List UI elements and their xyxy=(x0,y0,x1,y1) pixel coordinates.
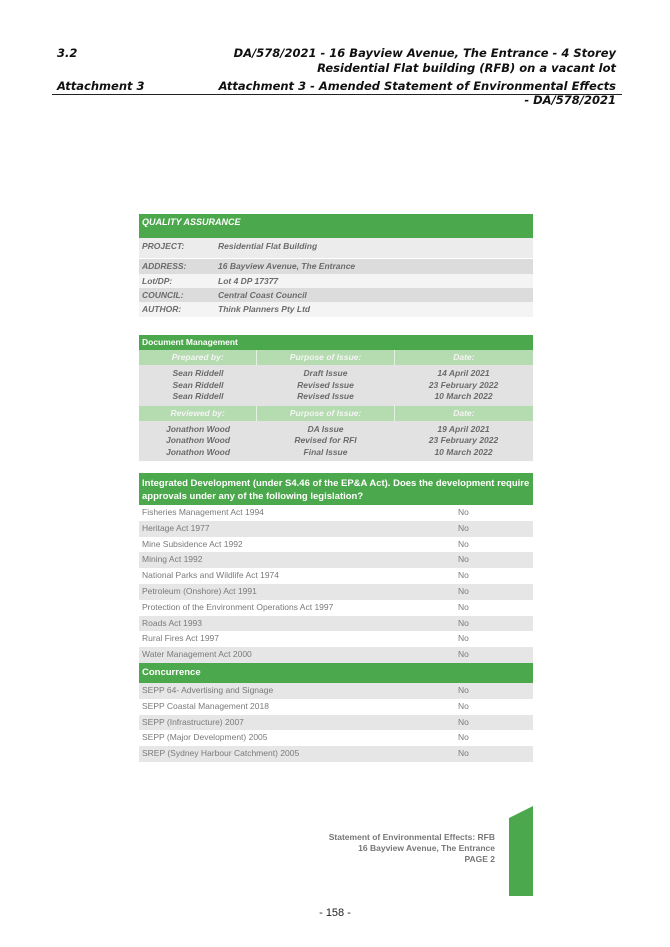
legislation-name: Rural Fires Act 1997 xyxy=(142,633,220,644)
reviewed-body xyxy=(139,421,533,462)
list-item: 23 February 2022 xyxy=(428,379,499,390)
qa-label: AUTHOR: xyxy=(142,304,182,314)
list-item: Final Issue xyxy=(303,446,348,457)
document-management-table xyxy=(139,335,533,461)
column-header: Reviewed by: xyxy=(139,406,257,421)
list-item: Sean Riddell xyxy=(172,368,224,378)
policy-name: SEPP (Infrastructure) 2007 xyxy=(142,716,244,727)
qa-label: COUNCIL: xyxy=(142,290,184,300)
reviewed-header-row xyxy=(139,406,533,421)
column-header: Date: xyxy=(453,407,475,418)
legislation-name: Petroleum (Onshore) Act 1991 xyxy=(142,585,257,596)
page-title: DA/578/2021 - 16 Bayview Avenue, The Entrance - 4 Storey Residential Flat building (RFB) on a vacant lot xyxy=(233,46,616,75)
legislation-name: Mining Act 1992 xyxy=(142,554,203,565)
table-row xyxy=(139,683,533,699)
column-header: Prepared by: xyxy=(139,350,257,365)
reviewed-by-cell xyxy=(139,424,257,459)
table-row xyxy=(139,616,533,632)
table-row xyxy=(139,699,533,715)
qa-row-address xyxy=(139,259,533,274)
integrated-development-table xyxy=(139,473,533,762)
table-row xyxy=(139,647,533,663)
legislation-name: National Parks and Wildlife Act 1974 xyxy=(142,570,280,581)
list-item: Revised for RFI xyxy=(294,435,357,445)
column-header: Purpose of Issue: xyxy=(257,406,394,421)
policy-answer: No xyxy=(458,748,469,759)
table-row xyxy=(139,568,533,584)
table-row xyxy=(139,521,533,537)
qa-row-council xyxy=(139,288,533,302)
legislation-name: Water Management Act 2000 xyxy=(142,649,252,660)
column-header: Purpose of Issue: xyxy=(257,350,394,365)
purpose-cell xyxy=(257,368,394,403)
list-item: Sean Riddell xyxy=(172,391,224,401)
legislation-answer: No xyxy=(458,617,469,628)
document-footer xyxy=(300,832,495,865)
date-cell xyxy=(394,424,533,459)
prepared-header-row xyxy=(139,350,533,365)
policy-name: SEPP 64- Advertising and Signage xyxy=(142,684,274,695)
item-number: 3.2 xyxy=(57,46,78,60)
prepared-body xyxy=(139,365,533,406)
policy-answer: No xyxy=(458,716,469,727)
qa-label: PROJECT: xyxy=(142,241,185,251)
list-item: 19 April 2021 xyxy=(437,423,490,434)
table-row xyxy=(139,730,533,746)
qa-label: Lot/DP: xyxy=(142,276,173,286)
legislation-name: Roads Act 1993 xyxy=(142,617,203,628)
qa-value: Central Coast Council xyxy=(218,290,307,300)
legislation-name: Fisheries Management Act 1994 xyxy=(142,507,264,517)
legislation-name: Mine Subsidence Act 1992 xyxy=(142,538,243,549)
list-item: 23 February 2022 xyxy=(428,435,499,445)
list-item: 10 March 2022 xyxy=(434,446,493,457)
document-management-heading: Document Management xyxy=(139,335,533,350)
table-row xyxy=(139,715,533,731)
prepared-by-cell xyxy=(139,368,257,403)
quality-assurance-table xyxy=(139,214,533,317)
table-row xyxy=(139,631,533,647)
table-row xyxy=(139,600,533,616)
list-item: Revised Issue xyxy=(297,391,354,401)
attachment-label: Attachment 3 xyxy=(57,79,145,93)
column-header: Date: xyxy=(453,352,475,362)
legislation-answer: No xyxy=(458,633,469,644)
table-row xyxy=(139,552,533,568)
qa-row-project xyxy=(139,238,533,258)
qa-value: Think Planners Pty Ltd xyxy=(218,304,311,314)
purpose-cell xyxy=(257,424,394,459)
integrated-development-heading: Integrated Development (under S4.46 of the EP&A Act). Does the development require approvals under any of the following legislation? xyxy=(139,473,533,505)
legislation-answer: No xyxy=(458,538,469,549)
quality-assurance-heading: QUALITY ASSURANCE xyxy=(139,214,533,238)
table-row xyxy=(139,537,533,553)
footer-line: 16 Bayview Avenue, The Entrance xyxy=(358,843,495,853)
list-item: Revised Issue xyxy=(297,379,354,390)
footer-page: PAGE 2 xyxy=(464,854,495,864)
green-tab-shape xyxy=(509,806,533,896)
policy-name: SREP (Sydney Harbour Catchment) 2005 xyxy=(142,748,300,759)
list-item: DA Issue xyxy=(307,423,344,434)
qa-label: ADDRESS: xyxy=(142,261,187,271)
list-item: Jonathon Wood xyxy=(165,435,231,445)
policy-answer: No xyxy=(458,732,469,743)
qa-row-author xyxy=(139,302,533,317)
legislation-answer: No xyxy=(458,522,469,533)
footer-line: Statement of Environmental Effects: RFB xyxy=(328,832,495,842)
list-item: Jonathon Wood xyxy=(165,423,231,434)
qa-row-lotdp xyxy=(139,274,533,288)
policy-answer: No xyxy=(458,700,469,711)
table-row xyxy=(139,584,533,600)
qa-value: 16 Bayview Avenue, The Entrance xyxy=(218,261,356,271)
qa-value: Lot 4 DP 17377 xyxy=(218,276,279,286)
legislation-answer: No xyxy=(458,570,469,581)
page-number: - 158 - xyxy=(319,907,351,919)
green-page-tab xyxy=(509,806,533,896)
legislation-answer: No xyxy=(458,554,469,565)
date-cell xyxy=(394,368,533,403)
concurrence-heading: Concurrence xyxy=(139,663,533,683)
list-item: 14 April 2021 xyxy=(437,368,490,378)
policy-name: SEPP (Major Development) 2005 xyxy=(142,732,268,743)
legislation-answer: No xyxy=(458,601,469,612)
legislation-answer: No xyxy=(458,649,469,660)
legislation-answer: No xyxy=(458,507,469,517)
legislation-name: Protection of the Environment Operations Act 1997 xyxy=(142,601,334,612)
table-row xyxy=(139,505,533,521)
list-item: Draft Issue xyxy=(303,368,348,378)
table-row xyxy=(139,746,533,762)
list-item: Jonathon Wood xyxy=(165,446,231,457)
list-item: Sean Riddell xyxy=(172,379,224,390)
legislation-name: Heritage Act 1977 xyxy=(142,522,210,533)
header-divider xyxy=(52,94,622,95)
qa-value: Residential Flat Building xyxy=(218,241,318,251)
legislation-answer: No xyxy=(458,585,469,596)
policy-name: SEPP Coastal Management 2018 xyxy=(142,700,269,711)
list-item: 10 March 2022 xyxy=(434,391,493,401)
attachment-title: Attachment 3 - Amended Statement of Environmental Effects - DA/578/2021 xyxy=(218,79,616,107)
policy-answer: No xyxy=(458,684,469,695)
